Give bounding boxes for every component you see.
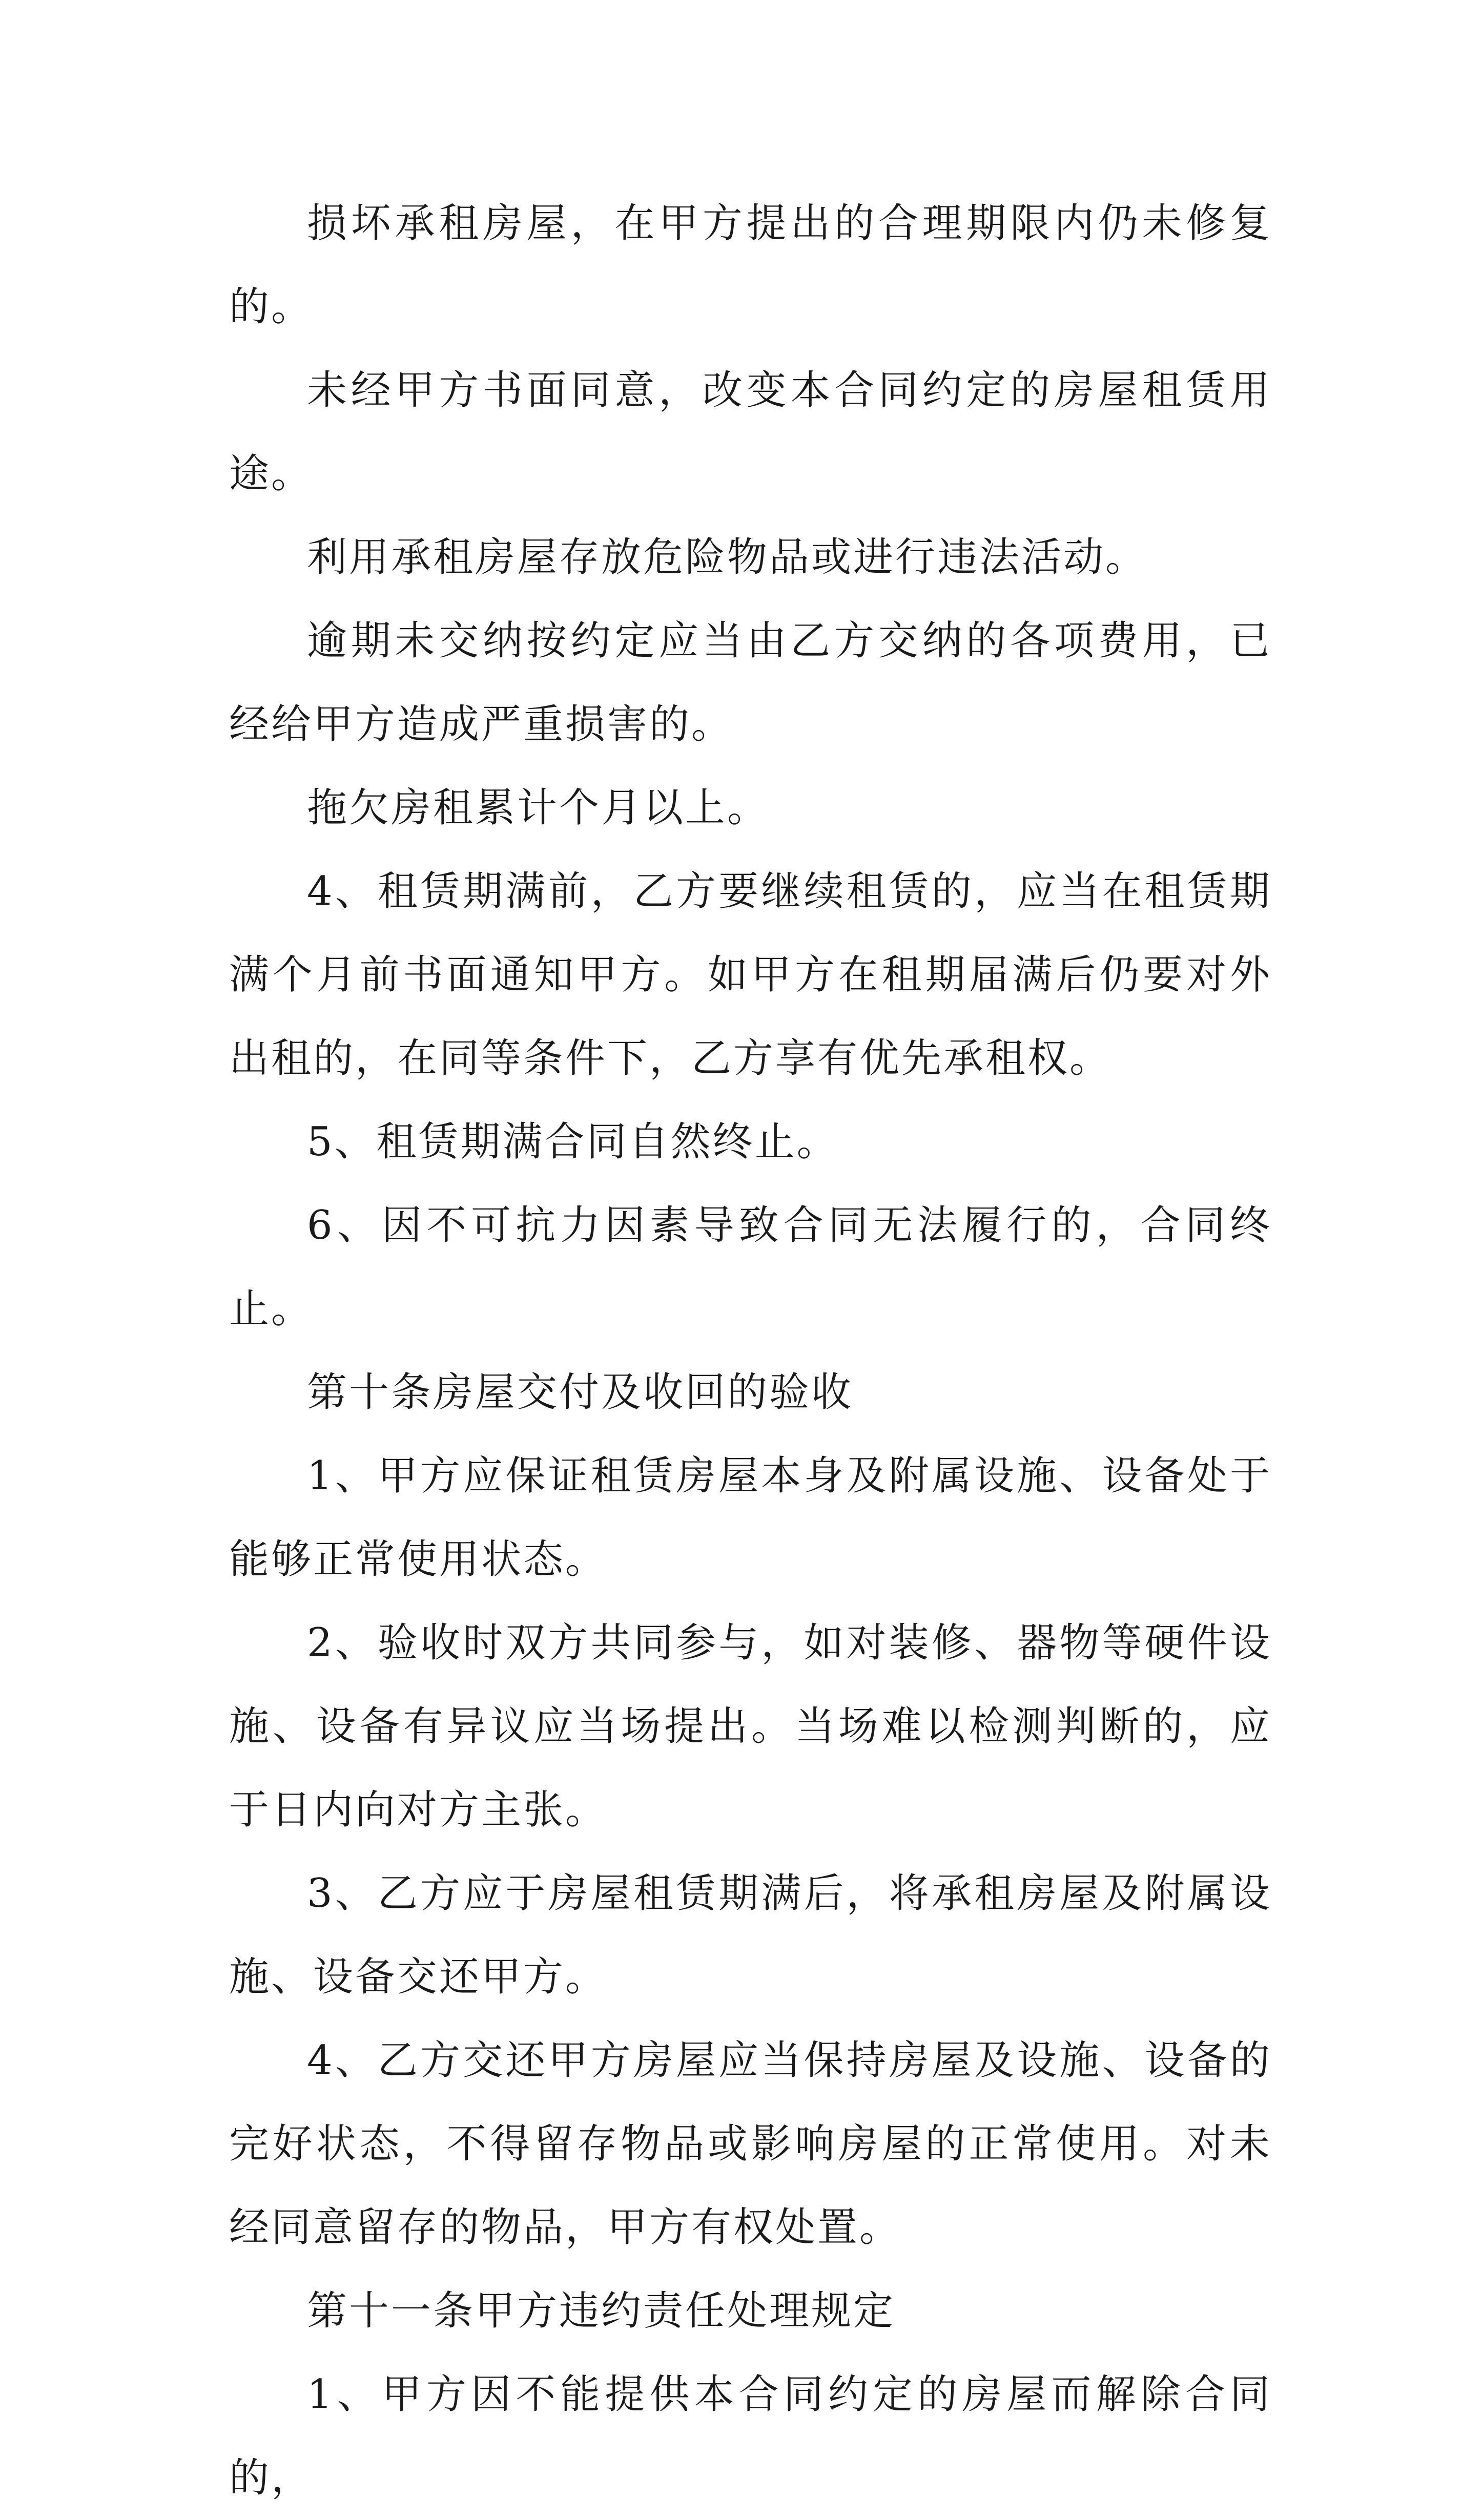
paragraph-damage-unrepaired: 损坏承租房屋，在甲方提出的合理期限内仍未修复的。 bbox=[229, 200, 1272, 330]
paragraph-force-majeure: 6、因不可抗力因素导致合同无法履行的，合同终止。 bbox=[229, 1202, 1272, 1332]
paragraph-facilities-guarantee: 1、甲方应保证租赁房屋本身及附属设施、设备处于能够正常使用状态。 bbox=[229, 1453, 1272, 1582]
paragraph-dangerous-goods: 利用承租房屋存放危险物品或进行违法活动。 bbox=[307, 534, 1148, 580]
paragraph-change-usage: 未经甲方书面同意，改变本合同约定的房屋租赁用途。 bbox=[229, 367, 1272, 497]
paragraph-return-property: 3、乙方应于房屋租赁期满后，将承租房屋及附属设施、设备交还甲方。 bbox=[229, 1870, 1272, 2000]
paragraph-overdue-fees: 逾期未交纳按约定应当由乙方交纳的各项费用，已经给甲方造成严重损害的。 bbox=[229, 618, 1272, 747]
paragraph-renewal-notice: 4、租赁期满前，乙方要继续租赁的，应当在租赁期满个月前书面通知甲方。如甲方在租期届满后仍要对外出租的，在同等条件下，乙方享有优先承租权。 bbox=[229, 868, 1272, 1081]
paragraph-rent-arrears: 拖欠房租累计个月以上。 bbox=[307, 785, 770, 831]
section-heading-article-11: 第十一条甲方违约责任处理规定 bbox=[307, 2288, 896, 2334]
paragraph-return-condition: 4、乙方交还甲方房屋应当保持房屋及设施、设备的完好状态，不得留存物品或影响房屋的正常使用。对未经同意留存的物品，甲方有权处置。 bbox=[229, 2037, 1272, 2251]
paragraph-joint-inspection: 2、验收时双方共同参与，如对装修、器物等硬件设施、设备有异议应当场提出。当场难以检测判断的，应于日内向对方主张。 bbox=[229, 1620, 1272, 1833]
paragraph-natural-termination: 5、租赁期满合同自然终止。 bbox=[307, 1119, 839, 1165]
paragraph-landlord-breach: 1、甲方因不能提供本合同约定的房屋而解除合同的， bbox=[229, 2371, 1272, 2501]
document-body bbox=[229, 182, 1272, 2520]
section-heading-article-10: 第十条房屋交付及收回的验收 bbox=[307, 1369, 854, 1415]
